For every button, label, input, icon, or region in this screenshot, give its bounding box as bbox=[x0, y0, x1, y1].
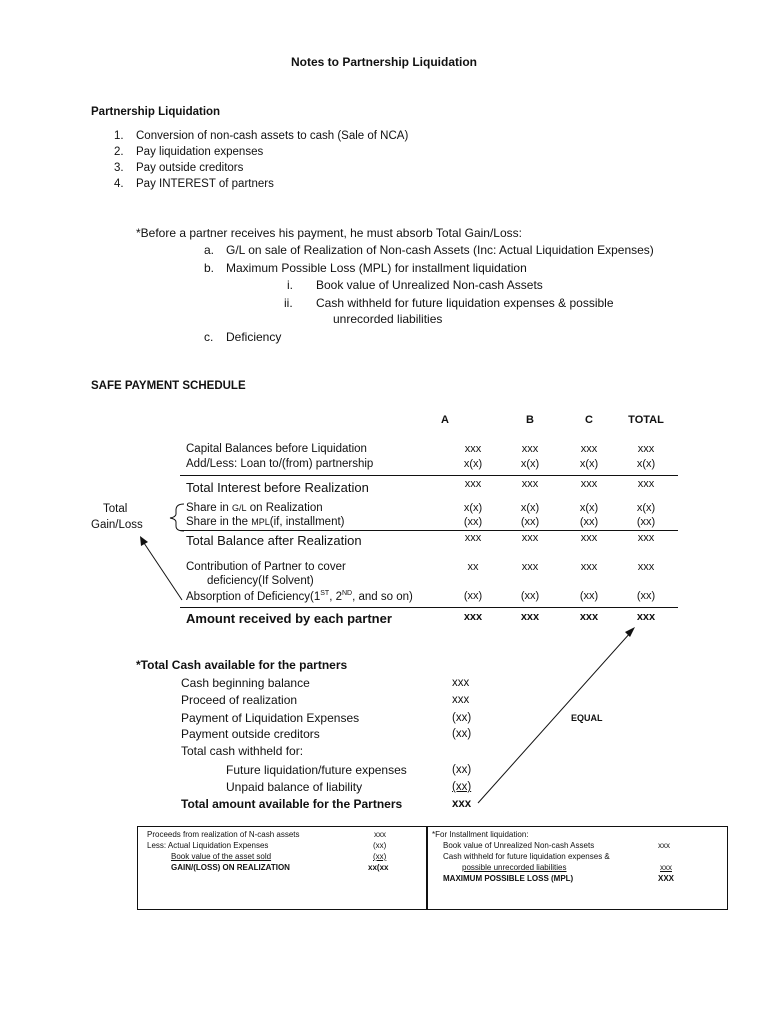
absorb-item-number: a. bbox=[204, 243, 215, 257]
cash-value: (xx) bbox=[452, 764, 472, 776]
schedule-cell: xxx bbox=[580, 532, 598, 544]
step-text: Pay outside creditors bbox=[136, 162, 244, 174]
cash-label-total: Total amount available for the Partners bbox=[181, 797, 403, 811]
absorb-item-b-ii-cont: unrecorded liabilities bbox=[333, 312, 443, 326]
box-row-value: (xx) bbox=[373, 852, 387, 861]
box-row-label: GAIN/(LOSS) ON REALIZATION bbox=[171, 863, 290, 872]
step-text: Conversion of non-cash assets to cash (Sale of NCA) bbox=[136, 130, 409, 142]
schedule-cell: x(x) bbox=[579, 458, 599, 470]
schedule-cell: xxx bbox=[520, 611, 540, 623]
schedule-cell: xxx bbox=[637, 443, 655, 455]
step-number: 1. bbox=[114, 130, 124, 142]
box-row-value: (xx) bbox=[373, 841, 387, 850]
box-row-value-mpl: XXX bbox=[658, 874, 675, 883]
divider bbox=[180, 607, 678, 608]
box-row-label: Cash withheld for future liquidation expenses & bbox=[443, 852, 610, 861]
schedule-cell: x(x) bbox=[520, 458, 540, 470]
schedule-row-label-cont: deficiency(If Solvent) bbox=[207, 575, 314, 587]
column-header-b: B bbox=[526, 414, 534, 426]
absorb-item-number: c. bbox=[204, 330, 214, 344]
schedule-row-label: Amount received by each partner bbox=[186, 611, 392, 626]
schedule-cell: (xx) bbox=[636, 590, 656, 602]
box-row-label: Less: Actual Liquidation Expenses bbox=[147, 841, 269, 850]
box-row-label-mpl: MAXIMUM POSSIBLE LOSS (MPL) bbox=[443, 874, 574, 883]
box-row-label: Proceeds from realization of N-cash assets bbox=[147, 830, 300, 839]
box-row-label: Book value of Unrealized Non-cash Assets bbox=[443, 841, 595, 850]
box-row-value: xxx bbox=[658, 841, 670, 850]
cash-heading: *Total Cash available for the partners bbox=[136, 658, 348, 672]
schedule-cell: x(x) bbox=[579, 502, 599, 514]
schedule-row-label: Total Balance after Realization bbox=[186, 533, 362, 548]
schedule-cell: xxx bbox=[463, 611, 483, 623]
schedule-cell: xxx bbox=[637, 532, 655, 544]
equal-label: EQUAL bbox=[571, 713, 603, 723]
box-row-label: Book value of the asset sold bbox=[171, 852, 272, 861]
section-heading-liquidation: Partnership Liquidation bbox=[91, 106, 221, 118]
cash-value: xxx bbox=[452, 677, 470, 689]
schedule-cell: x(x) bbox=[636, 502, 656, 514]
schedule-cell: xxx bbox=[521, 561, 539, 573]
schedule-row-label: Add/Less: Loan to/(from) partnership bbox=[186, 458, 374, 470]
schedule-cell: (xx) bbox=[579, 516, 599, 528]
box-row-label: *For Installment liquidation: bbox=[432, 830, 529, 839]
schedule-cell: xxx bbox=[580, 561, 598, 573]
schedule-cell: x(x) bbox=[520, 502, 540, 514]
schedule-row-label: Absorption of Deficiency(1ST, 2ND, and so on) bbox=[186, 590, 413, 603]
cash-label: Future liquidation/future expenses bbox=[226, 763, 407, 777]
absorb-item-b-i: Book value of Unrealized Non-cash Assets bbox=[316, 278, 543, 292]
step-number: 3. bbox=[114, 162, 124, 174]
absorb-subitem-number: i. bbox=[287, 278, 293, 292]
cash-value-total: xxx bbox=[452, 798, 472, 810]
cash-label: Proceed of realization bbox=[181, 693, 298, 707]
box-row-label: possible unrecorded liabilities bbox=[462, 863, 567, 872]
schedule-cell: (xx) bbox=[520, 516, 540, 528]
schedule-cell: x(x) bbox=[463, 458, 483, 470]
schedule-cell: xxx bbox=[521, 443, 539, 455]
absorb-intro: *Before a partner receives his payment, he must absorb Total Gain/Loss: bbox=[136, 226, 522, 240]
schedule-cell: x(x) bbox=[463, 502, 483, 514]
absorb-item-b: Maximum Possible Loss (MPL) for installment liquidation bbox=[226, 261, 527, 275]
schedule-cell: (xx) bbox=[520, 590, 540, 602]
page-title: Notes to Partnership Liquidation bbox=[290, 55, 477, 69]
schedule-cell: (xx) bbox=[636, 516, 656, 528]
schedule-cell: xxx bbox=[521, 532, 539, 544]
schedule-cell: x(x) bbox=[636, 458, 656, 470]
column-header-a: A bbox=[441, 414, 449, 426]
absorb-item-a: G/L on sale of Realization of Non-cash Assets (Inc: Actual Liquidation Expenses) bbox=[226, 243, 654, 257]
cash-label: Unpaid balance of liability bbox=[226, 780, 363, 794]
box-row-value: xxx bbox=[374, 830, 386, 839]
cash-label: Total cash withheld for: bbox=[181, 744, 304, 758]
schedule-cell: xxx bbox=[580, 478, 598, 490]
schedule-heading: SAFE PAYMENT SCHEDULE bbox=[91, 380, 246, 392]
schedule-cell: xx bbox=[467, 561, 479, 573]
absorb-item-c: Deficiency bbox=[226, 330, 282, 344]
cash-label: Payment outside creditors bbox=[181, 727, 320, 741]
step-text: Pay liquidation expenses bbox=[136, 146, 264, 158]
schedule-cell: (xx) bbox=[463, 590, 483, 602]
schedule-cell: xxx bbox=[636, 611, 656, 623]
cash-label: Payment of Liquidation Expenses bbox=[181, 711, 360, 725]
column-header-c: C bbox=[585, 414, 593, 426]
divider bbox=[180, 530, 678, 531]
schedule-row-label: Capital Balances before Liquidation bbox=[186, 443, 367, 455]
absorb-item-number: b. bbox=[204, 261, 215, 275]
cash-value: (xx) bbox=[452, 712, 472, 724]
step-text: Pay INTEREST of partners bbox=[136, 178, 274, 190]
schedule-cell: (xx) bbox=[463, 516, 483, 528]
schedule-cell: xxx bbox=[464, 478, 482, 490]
schedule-cell: xxx bbox=[464, 443, 482, 455]
box-row-value: xx(xx bbox=[368, 863, 389, 872]
schedule-cell: xxx bbox=[637, 561, 655, 573]
schedule-row-label: Share in the MPL(if, installment) bbox=[186, 516, 345, 528]
schedule-cell: (xx) bbox=[579, 590, 599, 602]
side-label-gain-loss: Gain/Loss bbox=[91, 519, 143, 531]
absorb-subitem-number: ii. bbox=[284, 296, 293, 310]
schedule-cell: xxx bbox=[580, 443, 598, 455]
cash-value: (xx) bbox=[452, 728, 472, 740]
step-number: 4. bbox=[114, 178, 124, 190]
schedule-cell: xxx bbox=[579, 611, 599, 623]
step-number: 2. bbox=[114, 146, 124, 158]
cash-value: xxx bbox=[452, 694, 470, 706]
schedule-cell: xxx bbox=[637, 478, 655, 490]
schedule-row-label: Share in G/L on Realization bbox=[186, 502, 323, 514]
absorb-item-b-ii: Cash withheld for future liquidation expenses & possible bbox=[316, 296, 614, 310]
cash-label: Cash beginning balance bbox=[181, 676, 310, 690]
schedule-cell: xxx bbox=[464, 532, 482, 544]
column-header-total: TOTAL bbox=[628, 414, 664, 426]
box-row-value: xxx bbox=[660, 863, 672, 872]
side-label-total: Total bbox=[103, 503, 128, 515]
cash-value: (xx) bbox=[452, 781, 472, 793]
schedule-row-label: Total Interest before Realization bbox=[186, 480, 369, 495]
schedule-cell: xxx bbox=[521, 478, 539, 490]
schedule-row-label: Contribution of Partner to cover bbox=[186, 561, 346, 573]
